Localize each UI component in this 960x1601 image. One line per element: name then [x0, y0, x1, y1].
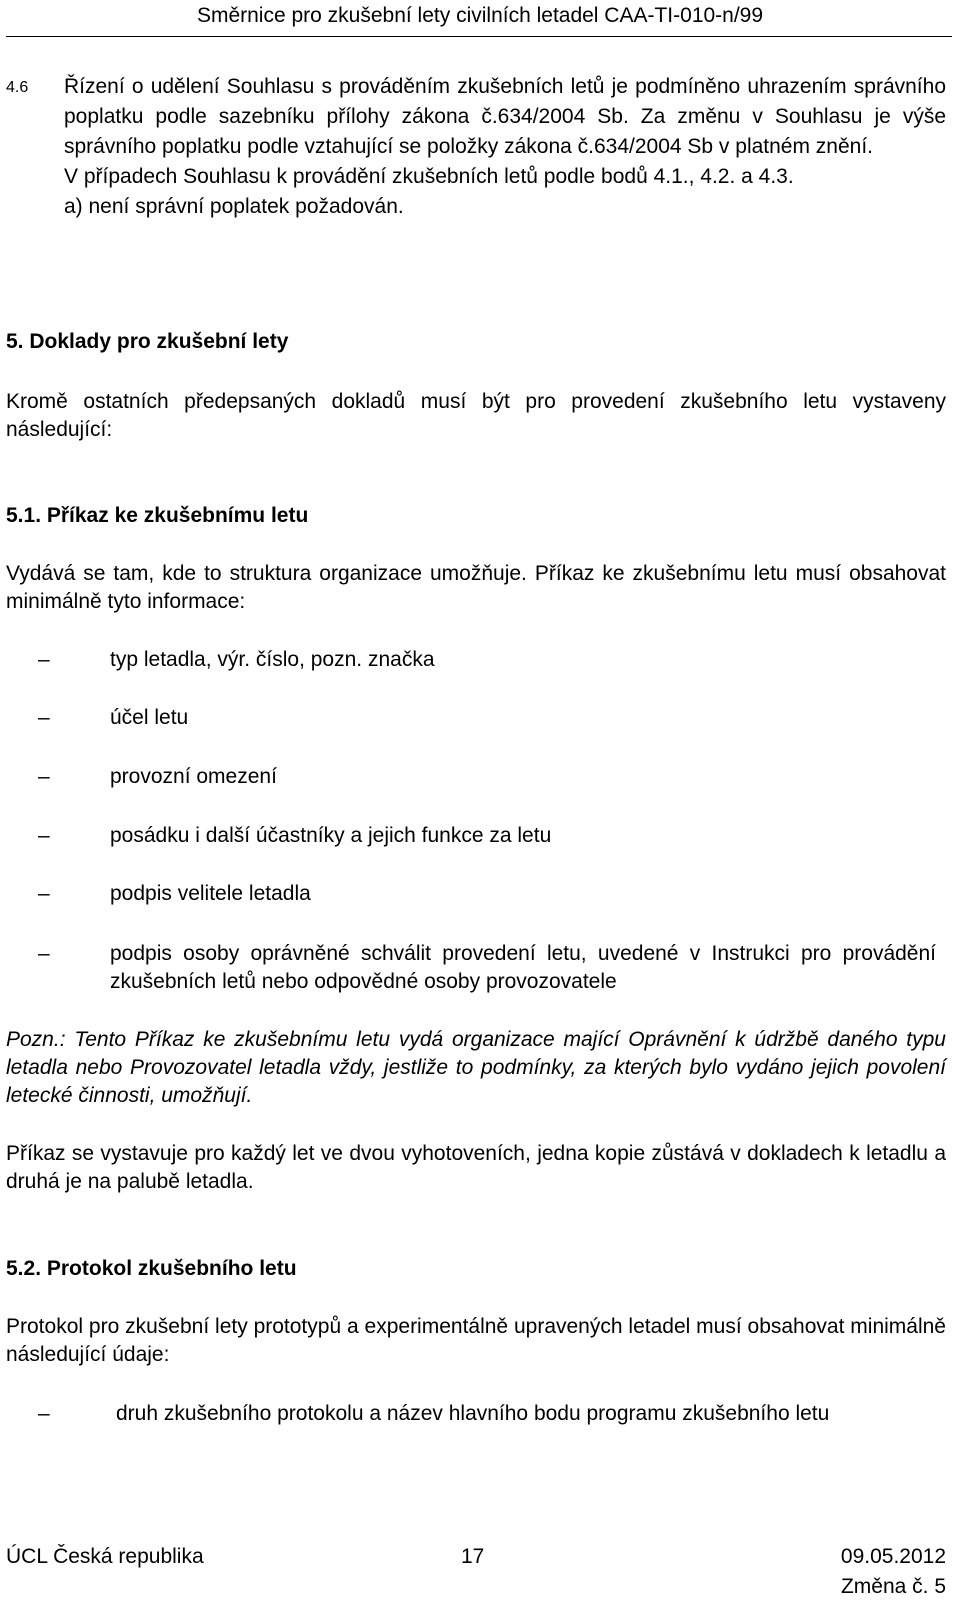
- section-4-6-paragraph-2: V případech Souhlasu k provádění zkušebních letů podle bodů 4.1., 4.2. a 4.3. a) není správní poplatek požadován.: [64, 165, 794, 218]
- footer-date: 09.05.2012: [840, 1545, 946, 1568]
- list-item-text: podpis velitele letadla: [110, 882, 311, 905]
- dash-bullet: –: [38, 765, 50, 788]
- section-5-heading: 5. Doklady pro zkušební lety: [6, 330, 289, 353]
- list-item-text: posádku i další účastníky a jejich funkce za letu: [110, 824, 552, 847]
- section-5-intro: Kromě ostatních předepsaných dokladů musí být pro provedení zkušebního letu vystaveny následující:: [6, 390, 946, 441]
- list-item: [0, 646, 946, 674]
- section-5-1-intro: Vydává se tam, kde to struktura organizace umožňuje. Příkaz ke zkušebnímu letu musí obsahovat minimálně tyto informace:: [6, 562, 946, 613]
- dash-bullet: –: [38, 882, 50, 905]
- dash-bullet: –: [38, 1402, 50, 1425]
- footer-change: Změna č. 5: [840, 1575, 946, 1598]
- list-item: [0, 822, 946, 850]
- section-5-1-note: Pozn.: Tento Příkaz ke zkušebnímu letu vydá organizace mající Oprávnění k údržbě daného typu letadla nebo Provozovatel letadla vždy, jestliže to podmínky, za kterých bylo vydáno jejich povolení letecké činnosti, umožňují.: [6, 1028, 946, 1107]
- list-item: [0, 763, 946, 791]
- section-5-1-closing: Příkaz se vystavuje pro každý let ve dvou vyhotoveních, jedna kopie zůstává v dokladech k letadlu a druhá je na palubě letadla.: [6, 1142, 946, 1193]
- page-number: 17: [461, 1545, 485, 1568]
- list-item-text: druh zkušebního protokolu a název hlavního bodu programu zkušebního letu: [116, 1402, 830, 1425]
- list-item-text: podpis osoby oprávněné schválit provedení letu, uvedené v Instrukci pro provádění zkušebních letů nebo odpovědné osoby provozovatele: [110, 942, 936, 993]
- section-4-6: [6, 72, 946, 222]
- list-item: [0, 940, 946, 996]
- section-5-2-heading: 5.2. Protokol zkušebního letu: [6, 1257, 297, 1280]
- list-item: [0, 1400, 946, 1428]
- list-item-text: provozní omezení: [110, 765, 277, 788]
- section-5-1-heading: 5.1. Příkaz ke zkušebnímu letu: [6, 504, 309, 527]
- dash-bullet: –: [38, 942, 50, 965]
- header-divider: [6, 36, 952, 37]
- dash-bullet: –: [38, 648, 50, 671]
- section-number: 4.6: [6, 79, 29, 96]
- page-footer: [6, 1543, 946, 1599]
- list-item: [0, 704, 946, 732]
- section-5-2-intro: Protokol pro zkušební lety prototypů a experimentálně upravených letadel musí obsahovat minimálně následující údaje:: [6, 1315, 946, 1366]
- list-item-text: typ letadla, výr. číslo, pozn. značka: [110, 648, 435, 671]
- list-item-text: účel letu: [110, 706, 189, 729]
- dash-bullet: –: [38, 824, 50, 847]
- list-item: [0, 880, 946, 908]
- section-4-6-paragraph-1: Řízení o udělení Souhlasu s prováděním zkušebních letů je podmíněno uhrazením správního poplatku podle sazebníku přílohy zákona č.634/2004 Sb. Za změnu v Souhlasu je výše správního poplatku podle vztahující se položky zákona č.634/2004 Sb v platném znění.: [64, 75, 946, 158]
- dash-bullet: –: [38, 706, 50, 729]
- footer-organization: ÚCL Česká republika: [6, 1545, 204, 1568]
- page-header: Směrnice pro zkušební lety civilních letadel CAA-TI-010-n/99: [196, 4, 764, 27]
